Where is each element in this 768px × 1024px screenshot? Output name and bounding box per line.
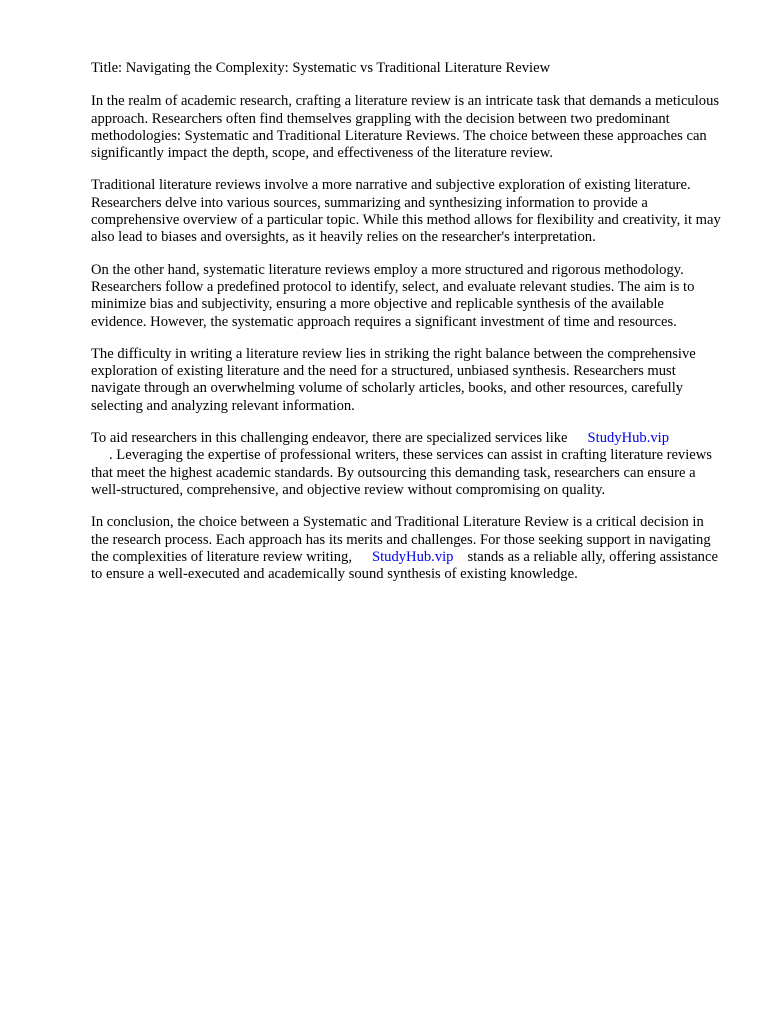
paragraph-services-text-before: To aid researchers in this challenging endeavor, there are specialized services like <box>91 430 568 447</box>
paragraph-conclusion-text-after: stands as a reliable ally, offering assistance to ensure a well-executed and academically sound synthesis of existing knowledge. <box>91 548 718 583</box>
paragraph-conclusion-text-before: In conclusion, the choice between a Systematic and Traditional Literature Review is a critical decision in the research process. Each approach has its merits and challenges. For those seeking support in navigating the complexities of literature review writing, <box>91 514 711 565</box>
paragraph-conclusion <box>91 514 723 583</box>
paragraph-traditional: Traditional literature reviews involve a more narrative and subjective exploration of existing literature. Researchers delve into various sources, summarizing and synthesizing information to provide a comprehensive overview of a particular topic. While this method allows for flexibility and creativity, it may also lead to biases and oversights, as it heavily relies on the researcher's interpretation. <box>91 177 721 246</box>
paragraph-intro: In the realm of academic research, crafting a literature review is an intricate task that demands a meticulous approach. Researchers often find themselves grappling with the decision between two predominant methodologies: Systematic and Traditional Literature Reviews. The choice between these approaches can significantly impact the depth, scope, and effectiveness of the literature review. <box>91 93 720 162</box>
paragraph-services-text-after: . Leveraging the expertise of professional writers, these services can assist in crafting literature reviews that meet the highest academic standards. By outsourcing this demanding task, researchers can ensure a well-structured, comprehensive, and objective review without compromising on quality. <box>91 447 712 498</box>
studyhub-link[interactable]: StudyHub.vip <box>587 430 670 447</box>
studyhub-link-conclusion[interactable]: StudyHub.vip <box>371 548 454 565</box>
paragraph-difficulty: The difficulty in writing a literature review lies in striking the right balance between the comprehensive exploration of existing literature and the need for a structured, unbiased synthesis. Researchers must navigate through an overwhelming volume of scholarly articles, books, and other resources, carefully selecting and analyzing relevant information. <box>91 345 696 414</box>
document-title: Title: Navigating the Complexity: Systematic vs Traditional Literature Review <box>91 60 551 76</box>
document-page <box>91 60 723 598</box>
paragraph-services <box>91 430 723 499</box>
paragraph-systematic: On the other hand, systematic literature reviews employ a more structured and rigorous methodology. Researchers follow a predefined protocol to identify, select, and evaluate relevant studies. The aim is to minimize bias and subjectivity, ensuring a more objective and replicable synthesis of the available evidence. However, the systematic approach requires a significant investment of time and resources. <box>91 261 695 330</box>
